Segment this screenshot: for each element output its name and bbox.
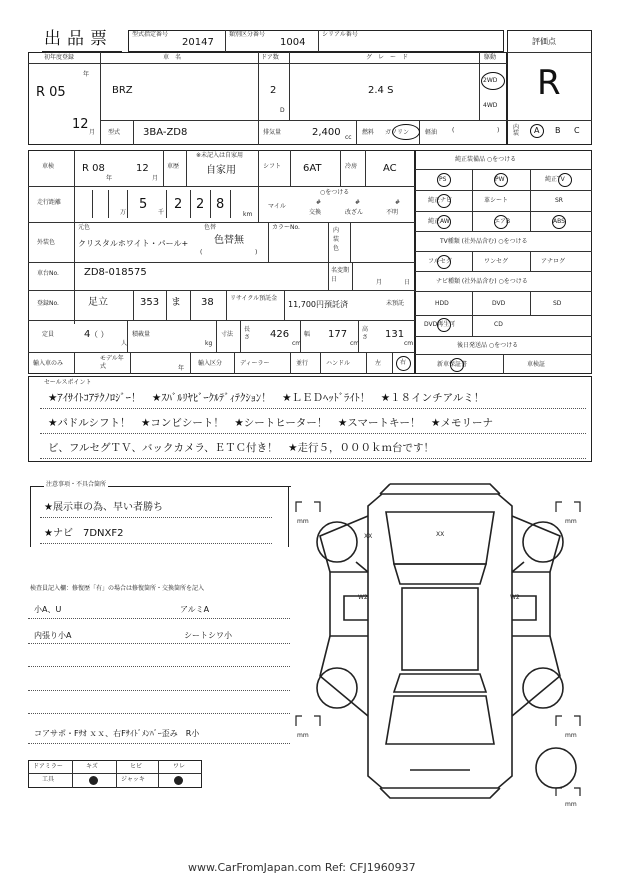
equip-sr: SR xyxy=(555,197,563,204)
use-value: 自家用 xyxy=(206,165,236,176)
modified-label: 改ざん xyxy=(345,209,364,216)
type-cert-number: 20147 xyxy=(182,37,214,48)
meter-label: マイル xyxy=(268,203,286,210)
class-label: 類別区分番号 xyxy=(229,31,266,38)
height-cm: cm xyxy=(404,340,414,347)
original-color-value: クリスタルホワイト・パール+ xyxy=(78,239,189,248)
mileage-digit-4: 8 xyxy=(216,197,225,212)
inspector-label: 検査員記入欄：修復歴「有」の場合は修復箇所・交換箇所を記入 xyxy=(30,585,205,592)
chassis-value: ZD8-018575 xyxy=(84,267,147,278)
inspection-era: R 08 xyxy=(82,163,105,174)
inspection-month: 12 xyxy=(136,163,149,174)
notes-label: 注意事項・不具合箇所 xyxy=(46,481,107,488)
kg-unit: kg xyxy=(205,340,213,347)
reg-number: 38 xyxy=(201,297,214,308)
use-note: ※未記入は自家用 xyxy=(196,152,244,159)
inspection-month-unit: 月 xyxy=(152,175,159,182)
registration-label: 登録No. xyxy=(37,300,59,307)
inspection-label: 車検 xyxy=(42,163,55,170)
legend-jack-mark xyxy=(174,776,183,785)
displacement-value: 2,400 xyxy=(312,127,341,138)
inspector-row-2a: 内張り小A xyxy=(34,631,72,640)
model-label: 型式 xyxy=(108,129,121,136)
legend-jack: ジャッキ xyxy=(121,776,145,783)
width-cm: cm xyxy=(350,340,360,347)
legend-scratch: キズ xyxy=(86,763,98,770)
sales-point-line-3: ビ、フルセグＴＶ、バックカメラ、ＥＴＣ付き！ ★走行５，０００ｋｍ台です！ xyxy=(48,442,435,454)
inspector-row-1b: アルミA xyxy=(180,605,210,614)
first-reg-year-unit: 年 xyxy=(83,71,90,78)
repaint-paren-l: ( xyxy=(200,249,203,256)
vehicle-name: BRZ xyxy=(112,85,133,96)
dimension-label: 寸法 xyxy=(221,331,234,338)
inspector-row-2b: シートシワ小 xyxy=(184,631,232,640)
repaint-paren-r: ) xyxy=(255,249,258,256)
type-cert-label: 型式指定番号 xyxy=(132,31,169,38)
grade-value: 2.4 S xyxy=(368,85,394,96)
sales-point-line-2: ★パドルシフト！ ★コンビシート！ ★シートヒーター！ ★スマートキー！ ★メモリーナ xyxy=(48,417,493,429)
nav-type-label: ナビ種類 (社外品含む) ○をつける xyxy=(436,278,528,285)
mm-spare: mm xyxy=(565,801,577,808)
mm-front-left: mm xyxy=(297,518,309,525)
equip-abs: ABS xyxy=(553,218,565,225)
handle-right: 右 xyxy=(400,359,407,366)
reg-area: 足立 xyxy=(88,297,108,308)
recycle-amount: 11,700円預託済 xyxy=(288,300,348,309)
mileage-mark-1: # xyxy=(316,199,322,206)
interior-label: 内装 xyxy=(513,124,520,137)
width-value: 177 xyxy=(328,329,348,340)
footer-watermark: www.CarFromJapan.com Ref: CFJ1960937 xyxy=(188,861,416,874)
damage-w2-left: W2 xyxy=(358,594,368,601)
repaint-value: 色替無 xyxy=(214,235,244,246)
mileage-mark-2: # xyxy=(355,199,361,206)
docs-registration: 車検証 xyxy=(527,361,546,368)
class-number: 1004 xyxy=(280,37,306,48)
colorno-label: カラーNo. xyxy=(272,224,300,231)
equip-navi: 純正ナビ xyxy=(428,197,453,204)
original-color-label: 元色 xyxy=(78,224,91,231)
displacement-label: 排気量 xyxy=(263,129,282,136)
mileage-label: 走行距離 xyxy=(37,199,62,206)
nav-cd: CD xyxy=(494,321,503,328)
load-label: 積載量 xyxy=(132,331,151,338)
nav-dvd-play: DVD再生可 xyxy=(424,321,456,328)
width-label: 幅 xyxy=(304,331,311,338)
mileage-digit-1: 5 xyxy=(139,197,148,212)
interior-c: C xyxy=(574,126,580,135)
inspector-row-5: コアサポ・Fｻｵ ｘｘ、右Fｻｲﾄﾞﾒﾝﾊﾞｰ歪み R小 xyxy=(34,729,200,738)
docs-warranty: 新車保証書 xyxy=(437,361,468,368)
length-label: 長さ xyxy=(244,326,251,341)
model-code: 3BA-ZD8 xyxy=(143,127,188,138)
height-label: 高さ xyxy=(362,326,369,341)
first-reg-month-unit: 月 xyxy=(89,129,96,136)
nav-sd: SD xyxy=(553,300,562,307)
sen-unit: 千 xyxy=(158,209,165,216)
equip-leather: 革シート xyxy=(484,197,509,204)
reg-class-no: 353 xyxy=(140,297,160,308)
legend-break: ワレ xyxy=(173,763,186,770)
damage-xx-left: XX xyxy=(364,533,373,540)
page-title: 出品票 xyxy=(44,29,113,49)
parallel-option: 並行 xyxy=(296,360,309,367)
mileage-digit-2: 2 xyxy=(174,197,183,212)
ac-label: 冷房 xyxy=(345,163,358,170)
mm-rear-right: mm xyxy=(565,732,577,739)
doors-label: ドア数 xyxy=(261,54,279,61)
grade-label: グ レ ー ド xyxy=(366,54,409,61)
handle-left: 左 xyxy=(375,360,382,367)
import-year-unit: 年 xyxy=(178,365,185,372)
drive-4wd: 4WD xyxy=(483,102,498,109)
notes-bracket-right xyxy=(278,486,289,547)
man-unit: 万 xyxy=(120,209,127,216)
reg-kana: ま xyxy=(171,297,181,308)
fuel-value: ガソリン xyxy=(385,129,410,136)
notes-line-2: ★ナビ 7DNXF2 xyxy=(44,528,124,539)
inspection-year-unit: 年 xyxy=(106,175,113,182)
mm-front-right: mm xyxy=(565,518,577,525)
model-year-label: モデル年式 xyxy=(100,355,124,370)
use-label: 車歴 xyxy=(167,163,180,170)
legend-crack: ヒビ xyxy=(130,763,143,770)
interior-color-label: 内装色 xyxy=(333,227,340,252)
height-value: 131 xyxy=(385,329,405,340)
legend-tools: 工具 xyxy=(42,776,55,783)
unknown-label: 不明 xyxy=(386,209,399,216)
drive-label: 駆動 xyxy=(484,54,497,61)
equip-tv: 純正TV xyxy=(545,176,565,183)
equipment-standard-label: 純正装備品 ○をつける xyxy=(455,156,517,163)
legend-door-mirror: ドアミラー xyxy=(33,763,63,770)
exchange-label: 交換 xyxy=(309,209,322,216)
import-type-label: 輸入区分 xyxy=(198,360,223,367)
interior-a: A xyxy=(534,126,540,135)
length-value: 426 xyxy=(270,329,290,340)
sales-points-label: セールスポイント xyxy=(44,379,92,386)
fuel-paren-l: ( xyxy=(452,127,455,134)
name-change-month-unit: 月 xyxy=(376,279,383,286)
nav-dvd: DVD xyxy=(492,300,506,307)
tv-type-label: TV種類 (社外品含む) ○をつける xyxy=(440,238,528,245)
ac-value: AC xyxy=(383,163,397,174)
doors-suffix: D xyxy=(280,107,285,114)
capacity-label: 定員 xyxy=(42,331,55,338)
tv-analog: アナログ xyxy=(541,258,566,265)
score-value: R xyxy=(537,63,561,103)
capacity-value: 4 xyxy=(84,329,91,340)
tv-fullseg: フルセグ xyxy=(428,258,452,265)
first-reg-era: R 05 xyxy=(36,85,66,100)
mileage-circle-note: ○をつける xyxy=(320,189,350,196)
notes-line-1: ★展示車の為、早い者勝ち xyxy=(44,502,163,513)
handle-label: ハンドル xyxy=(326,360,351,367)
nav-hdd: HDD xyxy=(435,300,449,307)
cc-unit: cc xyxy=(345,134,352,141)
fuel-paren-r: ) xyxy=(497,127,500,134)
shift-value: 6AT xyxy=(303,163,322,174)
name-label: 車 名 xyxy=(163,54,182,61)
damage-xx-center: XX xyxy=(436,531,445,538)
person-unit: 人 xyxy=(121,340,128,347)
mm-rear-left: mm xyxy=(297,732,309,739)
drive-2wd: 2WD xyxy=(483,77,498,84)
equip-aw: 純正AW xyxy=(428,218,450,225)
first-reg-label: 初年度登録 xyxy=(44,54,75,61)
score-label: 評価点 xyxy=(532,37,556,46)
equip-airbag: エアB xyxy=(494,218,511,225)
recycle-not-deposited: 未預託 xyxy=(386,300,405,307)
mileage-digit-3: 2 xyxy=(196,197,205,212)
recycle-label: リサイクル預託金 xyxy=(230,295,278,302)
shift-label: シフト xyxy=(263,163,282,170)
tv-oneseg: ワンセグ xyxy=(484,258,509,265)
fuel-label: 燃料 xyxy=(362,129,375,136)
damage-w2-right: W2 xyxy=(510,594,520,601)
docs-label: 後日発送品 ○をつける xyxy=(457,342,519,349)
dealer-option: ディーラー xyxy=(240,360,270,367)
color-label: 外装色 xyxy=(37,239,56,246)
interior-b: B xyxy=(555,126,561,135)
repaint-label: 色替 xyxy=(204,224,217,231)
light-oil-label: 軽油 xyxy=(425,129,438,136)
mileage-mark-3: # xyxy=(395,199,401,206)
equip-pw: PW xyxy=(495,176,505,183)
legend-tools-mark xyxy=(89,776,98,785)
length-cm: cm xyxy=(292,340,302,347)
import-label: 輸入車のみ xyxy=(33,360,64,367)
inspector-row-1a: 小A、U xyxy=(34,605,62,614)
car-damage-diagram xyxy=(290,476,590,806)
name-change-label: 名変期日 xyxy=(331,267,350,283)
km-unit: km xyxy=(243,211,253,218)
serial-label: シリアル番号 xyxy=(322,31,358,38)
name-change-day-unit: 日 xyxy=(404,279,411,286)
chassis-label: 車台No. xyxy=(37,270,59,277)
sales-point-line-1: ★ｱｲｻｲﾄｺｱﾃｸﾉﾛｼﾞｰ！ ★ｽﾊﾞﾙﾘﾔﾋﾞｰｸﾙﾃﾞｨﾃｸｼｮﾝ！ ★ＬＥＤﾍｯﾄﾞﾗｲﾄ！ ★１８インチアルミ！ xyxy=(48,392,485,404)
first-reg-month: 12 xyxy=(72,117,89,132)
equip-ps: PS xyxy=(439,176,447,183)
capacity-paren: （ ） xyxy=(90,330,109,339)
doors-value: 2 xyxy=(270,85,277,96)
